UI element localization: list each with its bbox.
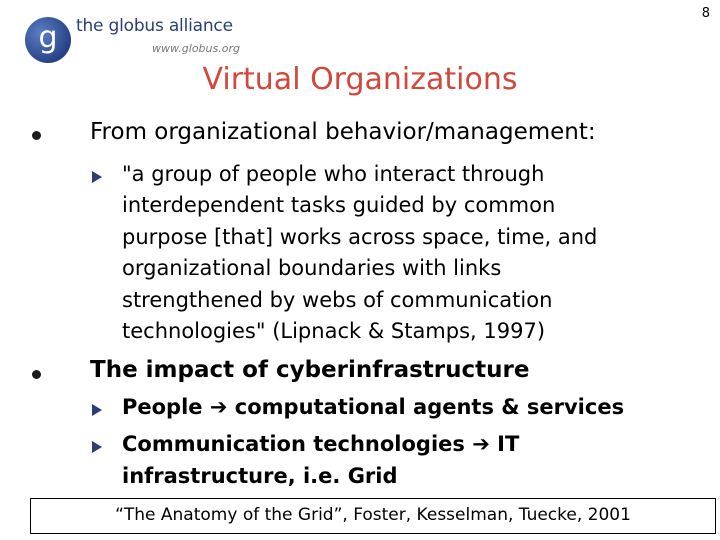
bullet-dot	[32, 370, 41, 379]
slide-title: Virtual Organizations	[202, 62, 518, 97]
page-number: 8	[701, 6, 710, 21]
sub-1-to: computational agents & services	[234, 395, 625, 419]
bullet-1-sub-line-6: technologies" (Lipnack & Stamps, 1997)	[122, 319, 546, 343]
bullet-2-sub-2-continuation: infrastructure, i.e. Grid	[122, 464, 398, 488]
bullet-1-sub-line-1: "a group of people who interact through	[122, 162, 545, 186]
citation-box: “The Anatomy of the Grid”, Foster, Kesselman, Tuecke, 2001	[30, 498, 716, 534]
bullet-triangle	[92, 441, 102, 453]
bullet-1-sub-line-5: strengthened by webs of communication	[122, 288, 553, 312]
logo-url: www.globus.org	[152, 42, 240, 55]
sub-2-from: Communication technologies	[122, 432, 465, 456]
bullet-1-sub-line-3: purpose [that] works across space, time, and	[122, 225, 598, 249]
bullet-triangle	[92, 171, 102, 183]
bullet-triangle	[92, 404, 102, 416]
arrow-right-icon: ➔	[209, 395, 228, 419]
bullet-2-text: The impact of cyberinfrastructure	[90, 357, 530, 383]
logo-mark-letter: g	[38, 20, 58, 55]
bullet-1-sub-line-2: interdependent tasks guided by common	[122, 193, 556, 217]
logo-name: the globus alliance	[76, 16, 233, 36]
bullet-1-text: From organizational behavior/management:	[90, 119, 596, 145]
sub-1-from: People	[122, 395, 203, 419]
bullet-dot	[32, 131, 41, 140]
sub-2-to: IT	[497, 432, 520, 456]
bullet-2-sub-2	[122, 429, 519, 461]
arrow-right-icon: ➔	[472, 432, 490, 456]
bullet-1-sub-line-4: organizational boundaries with links	[122, 256, 502, 280]
globus-logo-mark-icon	[24, 14, 74, 66]
bullet-2-sub-1	[122, 392, 624, 424]
